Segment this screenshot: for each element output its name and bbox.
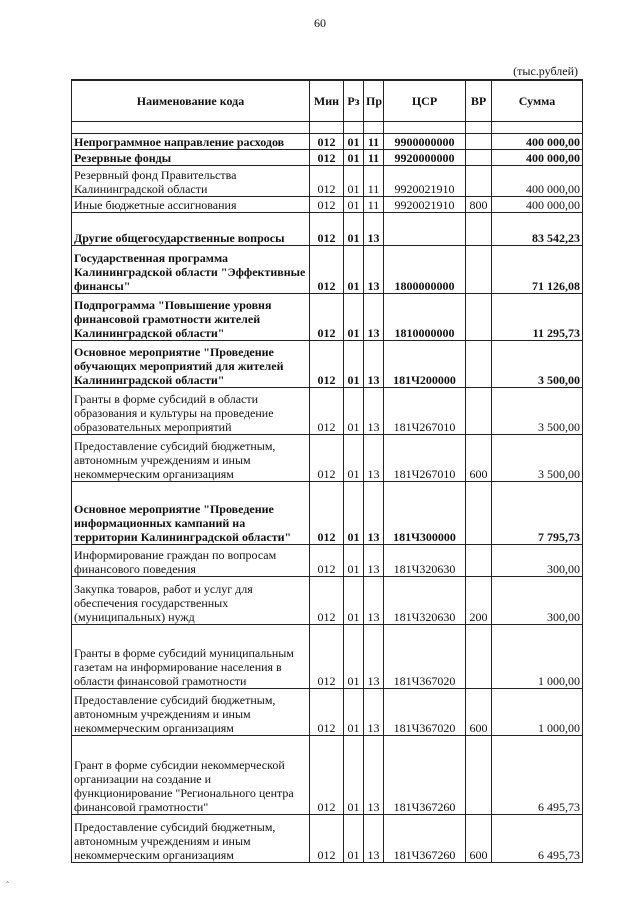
table-row <box>72 577 583 625</box>
cell-rz: 01 <box>344 736 364 815</box>
cell-name <box>72 122 310 134</box>
cell-pr: 13 <box>364 388 384 435</box>
cell-csr: 9920021910 <box>384 166 466 197</box>
cell-sum: 400 000,00 <box>492 197 583 213</box>
cell-csr: 181Ч200000 <box>384 341 466 388</box>
cell-name: Другие общегосударственные вопросы <box>72 213 310 246</box>
cell-pr: 11 <box>364 134 384 150</box>
table-row <box>72 122 583 134</box>
header-min: Мин <box>310 80 344 122</box>
cell-name: Резервные фонды <box>72 150 310 166</box>
cell-name: Закупка товаров, работ и услуг для обеспечения государственных (муниципальных) нужд <box>72 577 310 625</box>
cell-sum: 71 126,08 <box>492 246 583 294</box>
header-name: Наименование кода <box>72 80 310 122</box>
cell-vr: 600 <box>466 689 492 736</box>
table-row <box>72 625 583 689</box>
table-row <box>72 341 583 388</box>
cell-sum: 6 495,73 <box>492 736 583 815</box>
cell-min: 012 <box>310 166 344 197</box>
cell-vr <box>466 294 492 341</box>
table-row <box>72 246 583 294</box>
cell-rz: 01 <box>344 625 364 689</box>
cell-csr: 1800000000 <box>384 246 466 294</box>
cell-pr: 13 <box>364 689 384 736</box>
cell-min: 012 <box>310 134 344 150</box>
cell-vr <box>466 545 492 577</box>
table-row <box>72 134 583 150</box>
cell-rz: 01 <box>344 388 364 435</box>
cell-rz: 01 <box>344 577 364 625</box>
cell-csr: 181Ч367260 <box>384 736 466 815</box>
cell-vr: 600 <box>466 815 492 863</box>
cell-name: Основное мероприятие "Проведение обучающих мероприятий для жителей Калининградской области" <box>72 341 310 388</box>
cell-min: 012 <box>310 689 344 736</box>
cell-csr: 181Ч267010 <box>384 388 466 435</box>
cell-pr: 13 <box>364 545 384 577</box>
cell-vr: 800 <box>466 197 492 213</box>
cell-sum: 1 000,00 <box>492 689 583 736</box>
cell-name: Предоставление субсидий бюджетным, автономным учреждениям и иным некоммерческим организациям <box>72 689 310 736</box>
cell-min <box>310 122 344 134</box>
cell-min: 012 <box>310 246 344 294</box>
cell-csr: 181Ч320630 <box>384 545 466 577</box>
cell-vr <box>466 122 492 134</box>
cell-csr: 181Ч267010 <box>384 435 466 482</box>
header-pr: Пр <box>364 80 384 122</box>
cell-min: 012 <box>310 341 344 388</box>
cell-min: 012 <box>310 294 344 341</box>
cell-csr: 9900000000 <box>384 134 466 150</box>
cell-vr <box>466 625 492 689</box>
table-row <box>72 197 583 213</box>
cell-rz: 01 <box>344 197 364 213</box>
cell-vr <box>466 341 492 388</box>
table-row <box>72 435 583 482</box>
cell-name: Предоставление субсидий бюджетным, автономным учреждениям и иным некоммерческим организациям <box>72 435 310 482</box>
cell-rz: 01 <box>344 213 364 246</box>
cell-sum: 400 000,00 <box>492 134 583 150</box>
cell-pr: 13 <box>364 213 384 246</box>
cell-min: 012 <box>310 213 344 246</box>
cell-pr: 13 <box>364 625 384 689</box>
cell-sum: 300,00 <box>492 577 583 625</box>
cell-sum: 3 500,00 <box>492 388 583 435</box>
cell-rz: 01 <box>344 150 364 166</box>
header-sum: Сумма <box>492 80 583 122</box>
cell-csr <box>384 122 466 134</box>
cell-rz: 01 <box>344 134 364 150</box>
cell-sum: 83 542,23 <box>492 213 583 246</box>
cell-vr <box>466 150 492 166</box>
cell-pr <box>364 122 384 134</box>
units-label: (тыс.рублей) <box>513 64 578 78</box>
cell-name: Предоставление субсидий бюджетным, автономным учреждениям и иным некоммерческим организациям <box>72 815 310 863</box>
cell-rz: 01 <box>344 815 364 863</box>
table-header-row <box>72 80 583 122</box>
cell-vr: 600 <box>466 435 492 482</box>
table-row <box>72 736 583 815</box>
cell-min: 012 <box>310 388 344 435</box>
cell-pr: 11 <box>364 197 384 213</box>
cell-vr <box>466 736 492 815</box>
cell-pr: 13 <box>364 577 384 625</box>
cell-min: 012 <box>310 197 344 213</box>
budget-table <box>71 79 583 863</box>
cell-min: 012 <box>310 545 344 577</box>
cell-min: 012 <box>310 815 344 863</box>
cell-csr: 181Ч367260 <box>384 815 466 863</box>
cell-rz: 01 <box>344 341 364 388</box>
cell-min: 012 <box>310 577 344 625</box>
cell-sum: 300,00 <box>492 545 583 577</box>
cell-min: 012 <box>310 736 344 815</box>
cell-pr: 11 <box>364 166 384 197</box>
cell-name: Основное мероприятие "Проведение информационных кампаний на территории Калининградской области" <box>72 482 310 545</box>
page-number: 60 <box>314 16 326 30</box>
cell-vr: 200 <box>466 577 492 625</box>
cell-pr: 13 <box>364 341 384 388</box>
cell-vr <box>466 213 492 246</box>
cell-sum: 3 500,00 <box>492 435 583 482</box>
cell-rz <box>344 122 364 134</box>
cell-name: Резервный фонд Правительства Калининградской области <box>72 166 310 197</box>
cell-pr: 13 <box>364 815 384 863</box>
cell-csr: 9920021910 <box>384 197 466 213</box>
cell-min: 012 <box>310 625 344 689</box>
table-row <box>72 166 583 197</box>
margin-mark: ˆ <box>6 880 9 890</box>
cell-name: Непрограммное направление расходов <box>72 134 310 150</box>
table-row <box>72 213 583 246</box>
cell-sum: 7 795,73 <box>492 482 583 545</box>
cell-name: Государственная программа Калининградской области "Эффективные финансы" <box>72 246 310 294</box>
header-rz: Рз <box>344 80 364 122</box>
header-csr: ЦСР <box>384 80 466 122</box>
cell-csr: 9920000000 <box>384 150 466 166</box>
cell-name: Иные бюджетные ассигнования <box>72 197 310 213</box>
cell-min: 012 <box>310 150 344 166</box>
cell-vr <box>466 166 492 197</box>
cell-rz: 01 <box>344 545 364 577</box>
cell-rz: 01 <box>344 246 364 294</box>
cell-csr: 181Ч367020 <box>384 689 466 736</box>
cell-rz: 01 <box>344 294 364 341</box>
cell-min: 012 <box>310 435 344 482</box>
cell-pr: 13 <box>364 435 384 482</box>
cell-vr <box>466 134 492 150</box>
cell-vr <box>466 482 492 545</box>
cell-sum <box>492 122 583 134</box>
table-row <box>72 482 583 545</box>
cell-csr: 181Ч367020 <box>384 625 466 689</box>
cell-name: Подпрограмма "Повышение уровня финансовой грамотности жителей Калининградской области" <box>72 294 310 341</box>
cell-name: Гранты в форме субсидий муниципальным газетам на информирование населения в области финансовой грамотности <box>72 625 310 689</box>
cell-csr: 1810000000 <box>384 294 466 341</box>
cell-csr <box>384 213 466 246</box>
table-body <box>72 122 583 863</box>
table-row <box>72 815 583 863</box>
cell-name: Информирование граждан по вопросам финансового поведения <box>72 545 310 577</box>
table-row <box>72 150 583 166</box>
cell-csr: 181Ч320630 <box>384 577 466 625</box>
cell-rz: 01 <box>344 435 364 482</box>
cell-csr: 181Ч300000 <box>384 482 466 545</box>
cell-min: 012 <box>310 482 344 545</box>
cell-pr: 13 <box>364 482 384 545</box>
cell-sum: 11 295,73 <box>492 294 583 341</box>
cell-rz: 01 <box>344 689 364 736</box>
cell-rz: 01 <box>344 166 364 197</box>
cell-sum: 400 000,00 <box>492 150 583 166</box>
cell-pr: 13 <box>364 246 384 294</box>
cell-rz: 01 <box>344 482 364 545</box>
cell-pr: 11 <box>364 150 384 166</box>
cell-sum: 3 500,00 <box>492 341 583 388</box>
cell-pr: 13 <box>364 736 384 815</box>
cell-name: Гранты в форме субсидий в области образования и культуры на проведение образовательных мероприятий <box>72 388 310 435</box>
table-row <box>72 689 583 736</box>
cell-name: Грант в форме субсидии некоммерческой организации на создание и функционирование "Регионального центра финансовой грамотности" <box>72 736 310 815</box>
table-row <box>72 545 583 577</box>
cell-vr <box>466 246 492 294</box>
cell-vr <box>466 388 492 435</box>
cell-sum: 400 000,00 <box>492 166 583 197</box>
cell-sum: 1 000,00 <box>492 625 583 689</box>
cell-pr: 13 <box>364 294 384 341</box>
table-row <box>72 388 583 435</box>
header-vr: ВР <box>466 80 492 122</box>
cell-sum: 6 495,73 <box>492 815 583 863</box>
table-row <box>72 294 583 341</box>
